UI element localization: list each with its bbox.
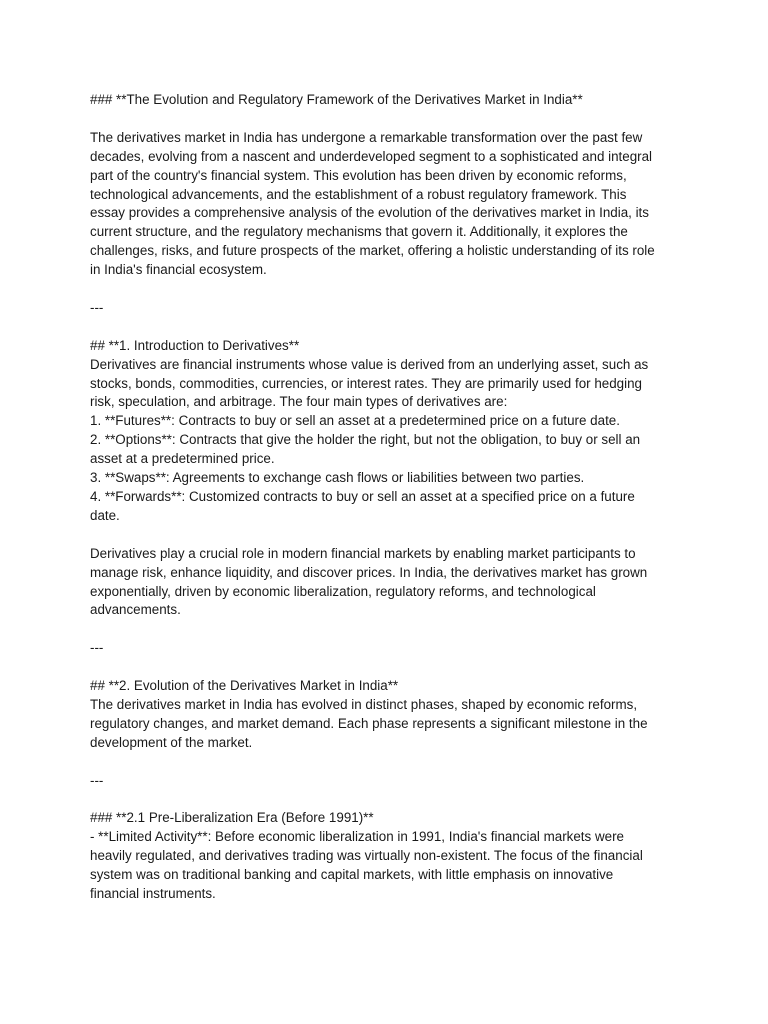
body-line: manage risk, enhance liquidity, and discover prices. In India, the derivatives market has grown [90,564,648,580]
body-line: Derivatives play a crucial role in modern financial markets by enabling market participants to [90,545,636,561]
spacer [90,110,678,129]
section-2-1-body [90,828,678,904]
spacer [90,280,678,299]
list-item: 3. **Swaps**: Agreements to exchange cash flows or liabilities between two parties. [90,470,585,486]
separator: --- [90,772,104,788]
spacer [90,526,678,545]
intro-line: decades, evolving from a nascent and underdeveloped segment to a sophisticated and integral [90,148,653,164]
spacer [90,318,678,337]
intro-line: technological advancements, and the establishment of a robust regulatory framework. This [90,186,627,202]
section-1-body [90,356,678,526]
list-item: date. [90,507,120,523]
intro-line: current structure, and the regulatory mechanisms that govern it. Additionally, it explores the [90,224,628,240]
intro-line: challenges, risks, and future prospects of the market, offering a holistic understanding of its role [90,243,655,259]
list-item: 1. **Futures**: Contracts to buy or sell an asset at a predetermined price on a future date. [90,413,620,429]
section-2-heading: ## **2. Evolution of the Derivatives Market in India** [90,678,399,693]
body-line: Derivatives are financial instruments whose value is derived from an underlying asset, such as [90,356,649,372]
intro-paragraph [90,129,678,280]
body-line: - **Limited Activity**: Before economic liberalization in 1991, India's financial markets were [90,829,624,845]
spacer [90,620,678,639]
body-line: system was on traditional banking and capital markets, with little emphasis on innovative [90,867,614,883]
section-1-closing [90,545,678,621]
intro-line: part of the country's financial system. This evolution has been driven by economic reforms, [90,167,627,183]
separator: --- [90,299,104,315]
list-item: 2. **Options**: Contracts that give the holder the right, but not the obligation, to buy or sell an [90,432,641,448]
body-line: development of the market. [90,734,253,750]
list-item: asset at a predetermined price. [90,451,275,467]
body-line: stocks, bonds, commodities, currencies, or interest rates. They are primarily used for hedging [90,375,642,391]
list-item: 4. **Forwards**: Customized contracts to buy or sell an asset at a specified price on a future [90,488,635,504]
body-line: advancements. [90,602,181,618]
document-title: ### **The Evolution and Regulatory Framework of the Derivatives Market in India** [90,92,583,107]
body-line: risk, speculation, and arbitrage. The four main types of derivatives are: [90,394,508,410]
intro-line: The derivatives market in India has undergone a remarkable transformation over the past few [90,129,643,145]
spacer [90,790,678,809]
spacer [90,658,678,677]
body-line: The derivatives market in India has evolved in distinct phases, shaped by economic reforms, [90,696,638,712]
spacer [90,753,678,772]
separator: --- [90,640,104,656]
section-1-heading: ## **1. Introduction to Derivatives** [90,337,300,353]
body-line: heavily regulated, and derivatives trading was virtually non-existent. The focus of the financial [90,848,643,864]
section-2-body [90,696,678,753]
body-line: financial instruments. [90,885,216,901]
body-line: exponentially, driven by economic liberalization, regulatory reforms, and technological [90,583,596,599]
body-line: regulatory changes, and market demand. Each phase represents a significant milestone in the [90,715,648,731]
intro-line: in India's financial ecosystem. [90,262,267,278]
intro-line: essay provides a comprehensive analysis of the evolution of the derivatives market in India, its [90,205,649,221]
section-2-1-heading: ### **2.1 Pre-Liberalization Era (Before 1991)** [90,810,374,826]
